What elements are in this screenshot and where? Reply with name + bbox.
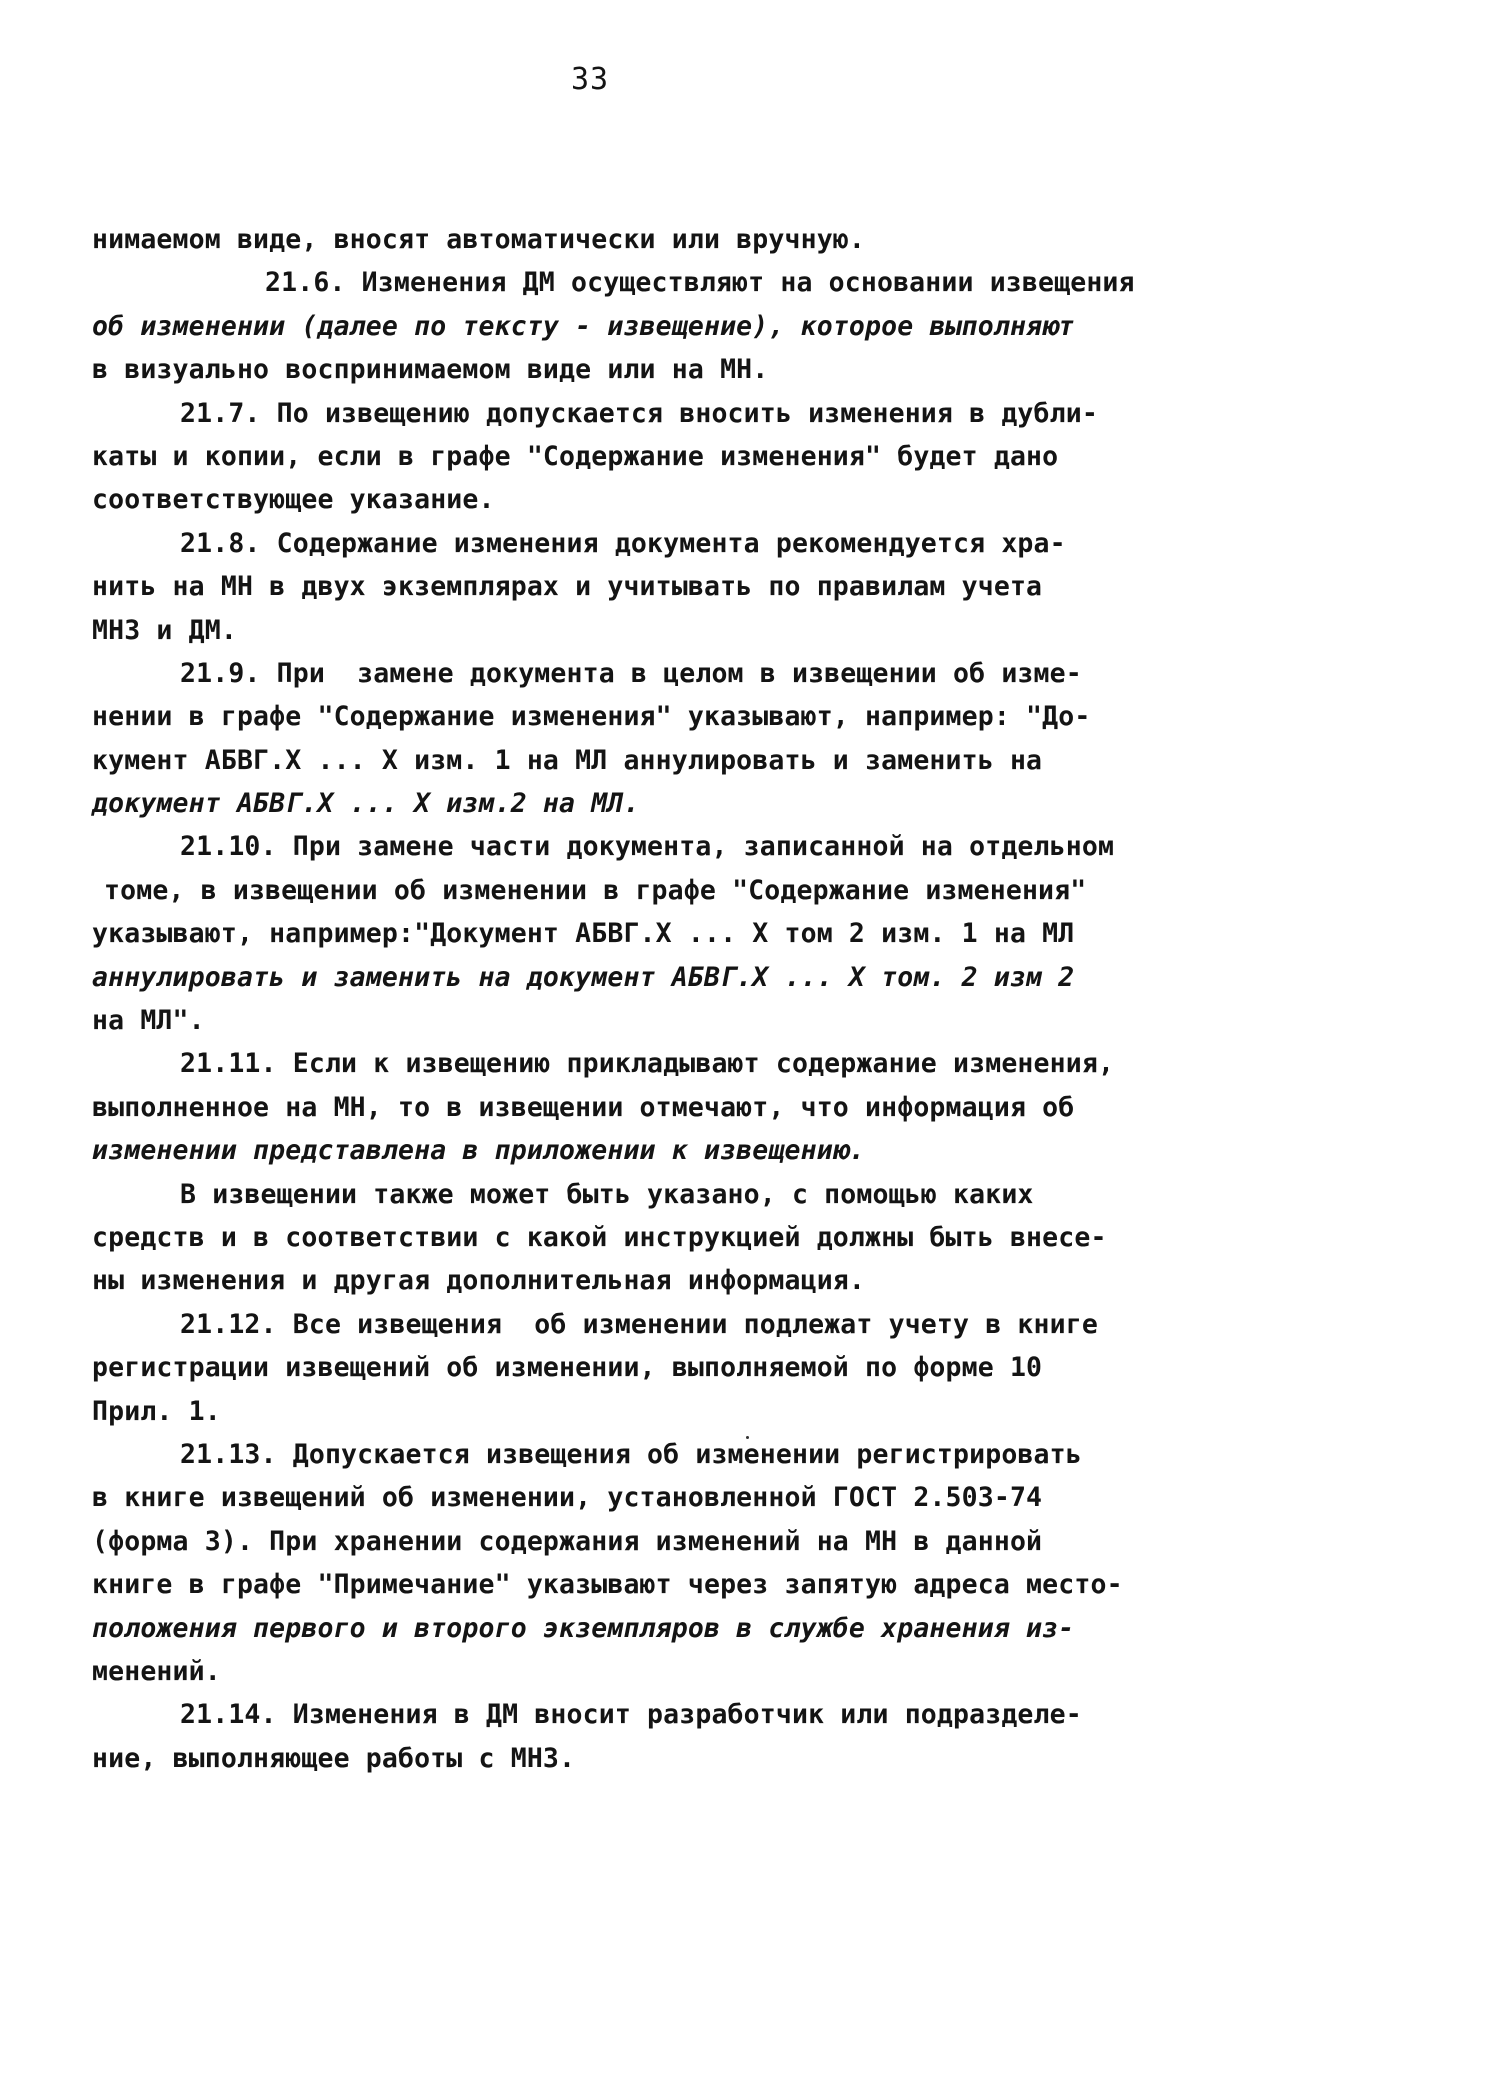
paragraph-21-13-line-5: положения первого и второго экземпляров в службе хранения из- <box>92 1612 1075 1644</box>
paragraph-21-9-line-2: нении в графе "Содержание изменения" указывают, например: "До- <box>92 701 1091 733</box>
scan-speck <box>746 1436 749 1439</box>
paragraph-21-14-line-2: ние, выполняющее работы с МНЗ. <box>92 1742 576 1774</box>
page-number: 33 <box>570 62 610 97</box>
paragraph-21-13-line-2: в книге извещений об изменении, установленной ГОСТ 2.503-74 <box>92 1482 1043 1514</box>
paragraph-21-10-line-3: указывают, например:"Документ АБВГ.Х ... Х том 2 изм. 1 на МЛ <box>92 918 1075 950</box>
paragraph-21-7-line-2: каты и копии, если в графе "Содержание изменения" будет дано <box>92 440 1059 472</box>
paragraph-21-6-line-2: об изменении (далее по тексту - извещение), которое выполняют <box>92 310 1075 342</box>
paragraph-21-11-line-1: 21.11. Если к извещению прикладывают содержание изменения, <box>180 1048 1115 1080</box>
paragraph-21-10-line-1: 21.10. При замене части документа, записанной на отдельном <box>180 831 1115 863</box>
paragraph-21-13-line-1: 21.13. Допускается извещения об изменении регистрировать <box>180 1438 1082 1470</box>
paragraph-21-10-line-4: аннулировать и заменить на документ АБВГ.Х ... Х том. 2 изм 2 <box>92 961 1075 993</box>
paragraph-21-6-line-3: в визуально воспринимаемом виде или на МН. <box>92 354 769 386</box>
paragraph-21-8-line-3: МНЗ и ДМ. <box>92 614 237 646</box>
paragraph-21-8-line-2: нить на МН в двух экземплярах и учитывать по правилам учета <box>92 571 1043 603</box>
paragraph-21-11-line-2: выполненное на МН, то в извещении отмечают, что информация об <box>92 1091 1075 1123</box>
paragraph-21-7-line-1: 21.7. По извещению допускается вносить изменения в дубли- <box>180 397 1098 429</box>
paragraph-21-7-line-3: соответствующее указание. <box>92 484 495 516</box>
paragraph-note-line-1: В извещении также может быть указано, с помощью каких <box>180 1178 1034 1210</box>
paragraph-21-8-line-1: 21.8. Содержание изменения документа рекомендуется хра- <box>180 527 1066 559</box>
paragraph-21-12-line-3: Прил. 1. <box>92 1395 221 1427</box>
paragraph-21-6-line-1: 21.6. Изменения ДМ осуществляют на основании извещения <box>265 267 1135 299</box>
paragraph-21-13-line-6: менений. <box>92 1655 221 1687</box>
paragraph-21-14-line-1: 21.14. Изменения в ДМ вносит разработчик или подразделе- <box>180 1699 1082 1731</box>
paragraph-21-13-line-4: книге в графе "Примечание" указывают через запятую адреса место- <box>92 1569 1123 1601</box>
paragraph-21-10-line-2: томе, в извещении об изменении в графе "Содержание изменения" <box>104 874 1087 906</box>
body-text <box>92 218 1252 1780</box>
paragraph-21-9-line-1: 21.9. При замене документа в целом в извещении об изме- <box>180 657 1082 689</box>
paragraph-21-12-line-1: 21.12. Все извещения об изменении подлежат учету в книге <box>180 1308 1098 1340</box>
paragraph-note-line-3: ны изменения и другая дополнительная информация. <box>92 1265 866 1297</box>
paragraph-note-line-2: средств и в соответствии с какой инструкцией должны быть внесе- <box>92 1221 1107 1253</box>
text-line-1: нимаемом виде, вносят автоматически или вручную. <box>92 224 866 255</box>
paragraph-21-11-line-3: изменении представлена в приложении к извещению. <box>92 1135 866 1167</box>
paragraph-21-9-line-4: документ АБВГ.Х ... Х изм.2 на МЛ. <box>92 788 640 820</box>
paragraph-21-12-line-2: регистрации извещений об изменении, выполняемой по форме 10 <box>92 1352 1043 1384</box>
paragraph-21-13-line-3: (форма 3). При хранении содержания изменений на МН в данной <box>92 1525 1043 1557</box>
paragraph-21-10-line-5: на МЛ". <box>92 1005 205 1037</box>
paragraph-21-9-line-3: кумент АБВГ.Х ... Х изм. 1 на МЛ аннулировать и заменить на <box>92 744 1043 776</box>
